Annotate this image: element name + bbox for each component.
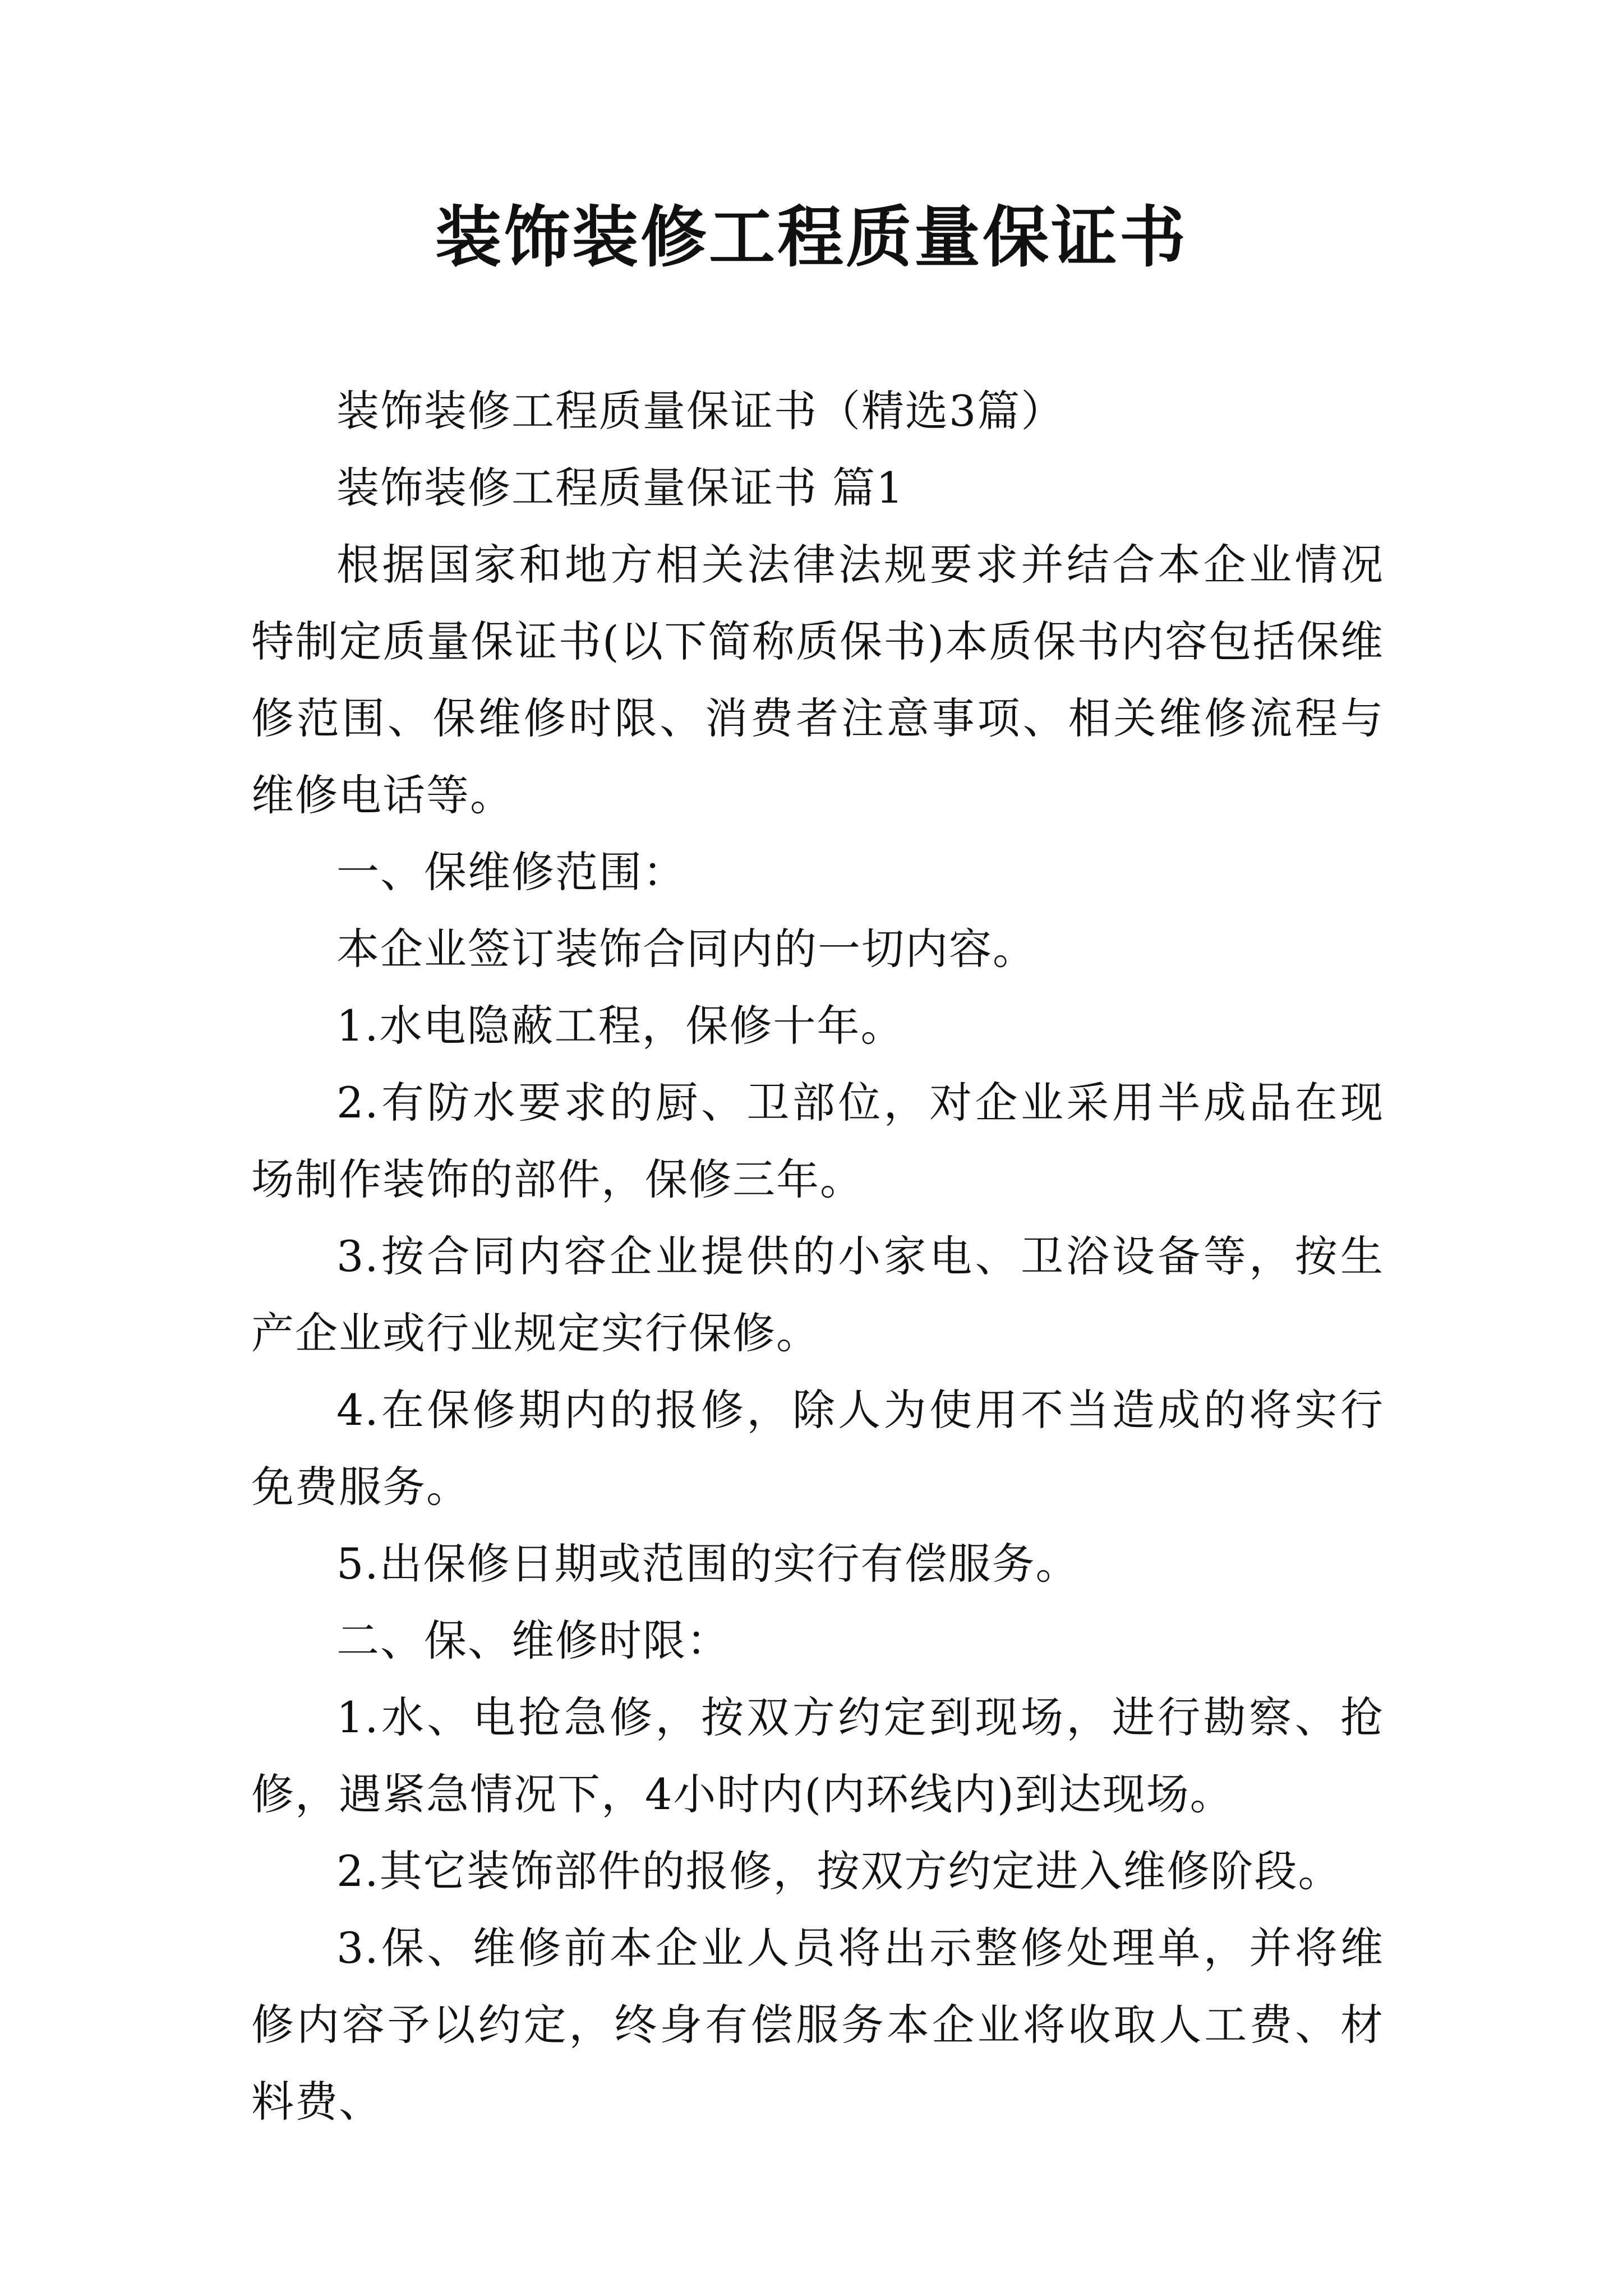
paragraph-scope-item-1: 1.水电隐蔽工程，保修十年。 <box>336 1001 905 1051</box>
paragraph-heading-time-limit: 二、保、维修时限： <box>336 1616 730 1665</box>
paragraph-time-item-1: 1.水、电抢急修，按双方约定到现场，进行勘察、抢修，遇紧急情况下，4小时内(内环线内)到达现场。 <box>251 1692 1384 1819</box>
paragraph-time-item-2: 2.其它装饰部件的报修，按双方约定进入维修阶段。 <box>336 1846 1342 1896</box>
paragraph-section-heading: 装饰装修工程质量保证书 篇1 <box>336 463 905 513</box>
document-title: 装饰装修工程质量保证书 <box>435 199 1188 276</box>
paragraph-scope-text: 本企业签订装饰合同内的一切内容。 <box>336 924 1036 974</box>
paragraph-scope-item-4: 4.在保修期内的报修，除人为使用不当造成的将实行免费服务。 <box>251 1385 1384 1512</box>
paragraph-scope-item-5: 5.出保修日期或范围的实行有偿服务。 <box>336 1539 1080 1589</box>
paragraph-heading-scope: 一、保维修范围： <box>336 847 686 897</box>
paragraph-subtitle: 装饰装修工程质量保证书（精选3篇） <box>336 386 1065 436</box>
paragraph-time-item-3: 3.保、维修前本企业人员将出示整修处理单，并将维修内容予以约定，终身有偿服务本企业将收取人工费、材料费、 <box>251 1923 1384 2127</box>
paragraph-scope-item-2: 2.有防水要求的厨、卫部位，对企业采用半成品在现场制作装饰的部件，保修三年。 <box>251 1078 1384 1204</box>
paragraph-intro: 根据国家和地方相关法律法规要求并结合本企业情况特制定质量保证书(以下简称质保书)本质保书内容包括保维修范围、保维修时限、消费者注意事项、相关维修流程与维修电话等。 <box>251 540 1384 820</box>
document-body <box>251 372 1384 2140</box>
paragraph-scope-item-3: 3.按合同内容企业提供的小家电、卫浴设备等，按生产企业或行业规定实行保修。 <box>251 1231 1384 1358</box>
